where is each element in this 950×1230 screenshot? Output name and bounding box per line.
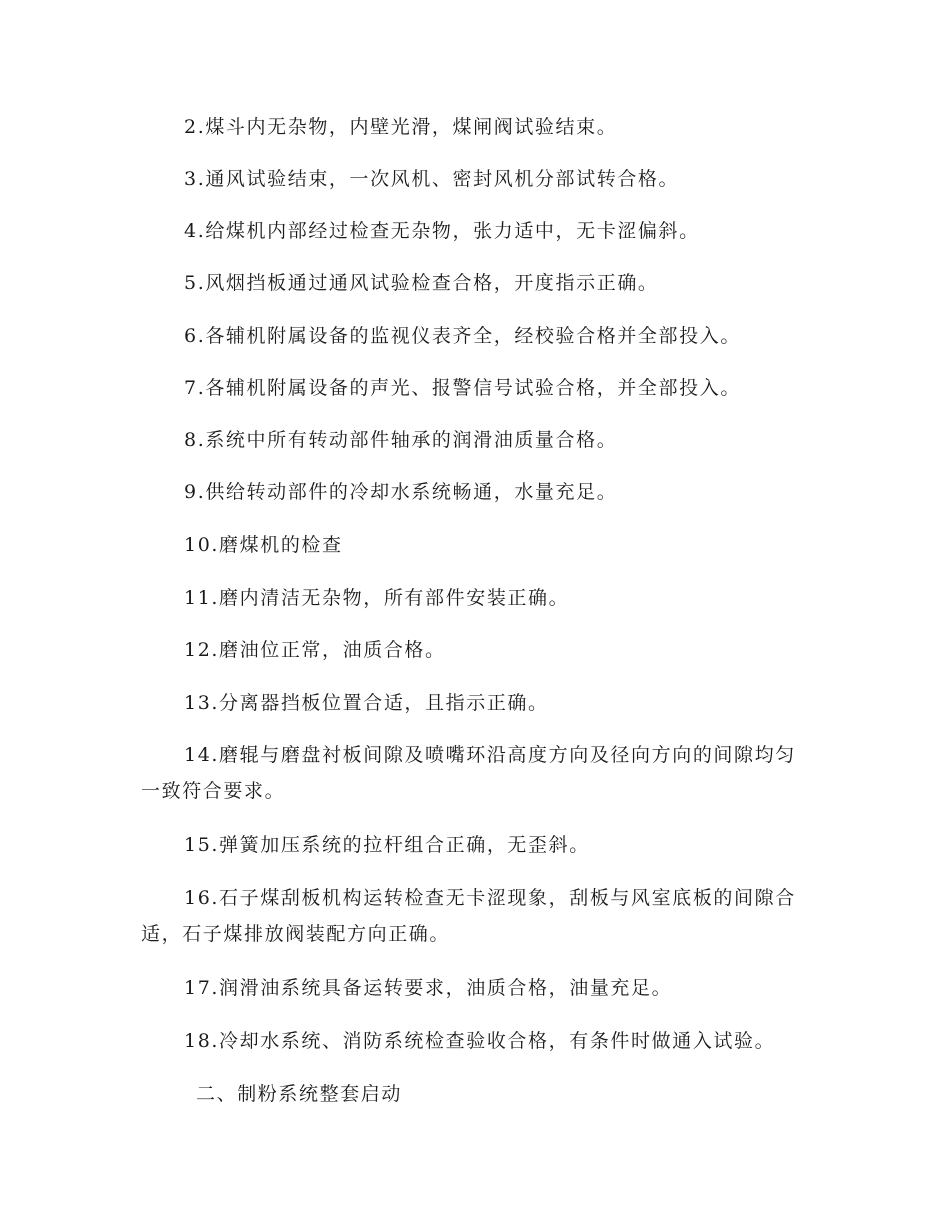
checklist-item-8: 8.系统中所有转动部件轴承的润滑油质量合格。 [184,429,618,451]
checklist-item-7: 7.各辅机附属设备的声光、报警信号试验合格，并全部投入。 [184,377,741,399]
checklist-item-18: 18.冷却水系统、消防系统检查验收合格，有条件时做通入试验。 [184,1030,776,1052]
checklist-item-13: 13.分离器挡板位置合适，且指示正确。 [184,692,549,714]
checklist-item-16: 16.石子煤刮板机构运转检查无卡涩现象，刮板与风室底板的间隙合适，石子煤排放阀装配方向正确。 [141,887,796,945]
checklist-item-2: 2.煤斗内无杂物，内壁光滑，煤闸阀试验结束。 [184,116,618,138]
checklist-item-11: 11.磨内清洁无杂物，所有部件安装正确。 [184,587,570,609]
checklist-item-6: 6.各辅机附属设备的监视仪表齐全，经校验合格并全部投入。 [184,325,741,347]
checklist-item-14: 14.磨辊与磨盘衬板间隙及喷嘴环沿高度方向及径向方向的间隙均匀一致符合要求。 [141,744,796,802]
checklist-item-9: 9.供给转动部件的冷却水系统畅通，水量充足。 [184,481,618,503]
checklist-item-5: 5.风烟挡板通过通风试验检查合格，开度指示正确。 [184,272,659,294]
checklist-item-12: 12.磨油位正常，油质合格。 [184,639,446,661]
checklist-item-4: 4.给煤机内部经过检查无杂物，张力适中，无卡涩偏斜。 [184,220,700,242]
checklist-item-3: 3.通风试验结束，一次风机、密封风机分部试转合格。 [184,168,680,190]
checklist-item-17: 17.润滑油系统具备运转要求，油质合格，油量充足。 [184,977,673,999]
checklist-item-10: 10.磨煤机的检查 [184,534,343,556]
section-heading: 二、制粉系统整套启动 [196,1083,403,1105]
checklist-item-15: 15.弹簧加压系统的拉杆组合正确，无歪斜。 [184,834,590,856]
